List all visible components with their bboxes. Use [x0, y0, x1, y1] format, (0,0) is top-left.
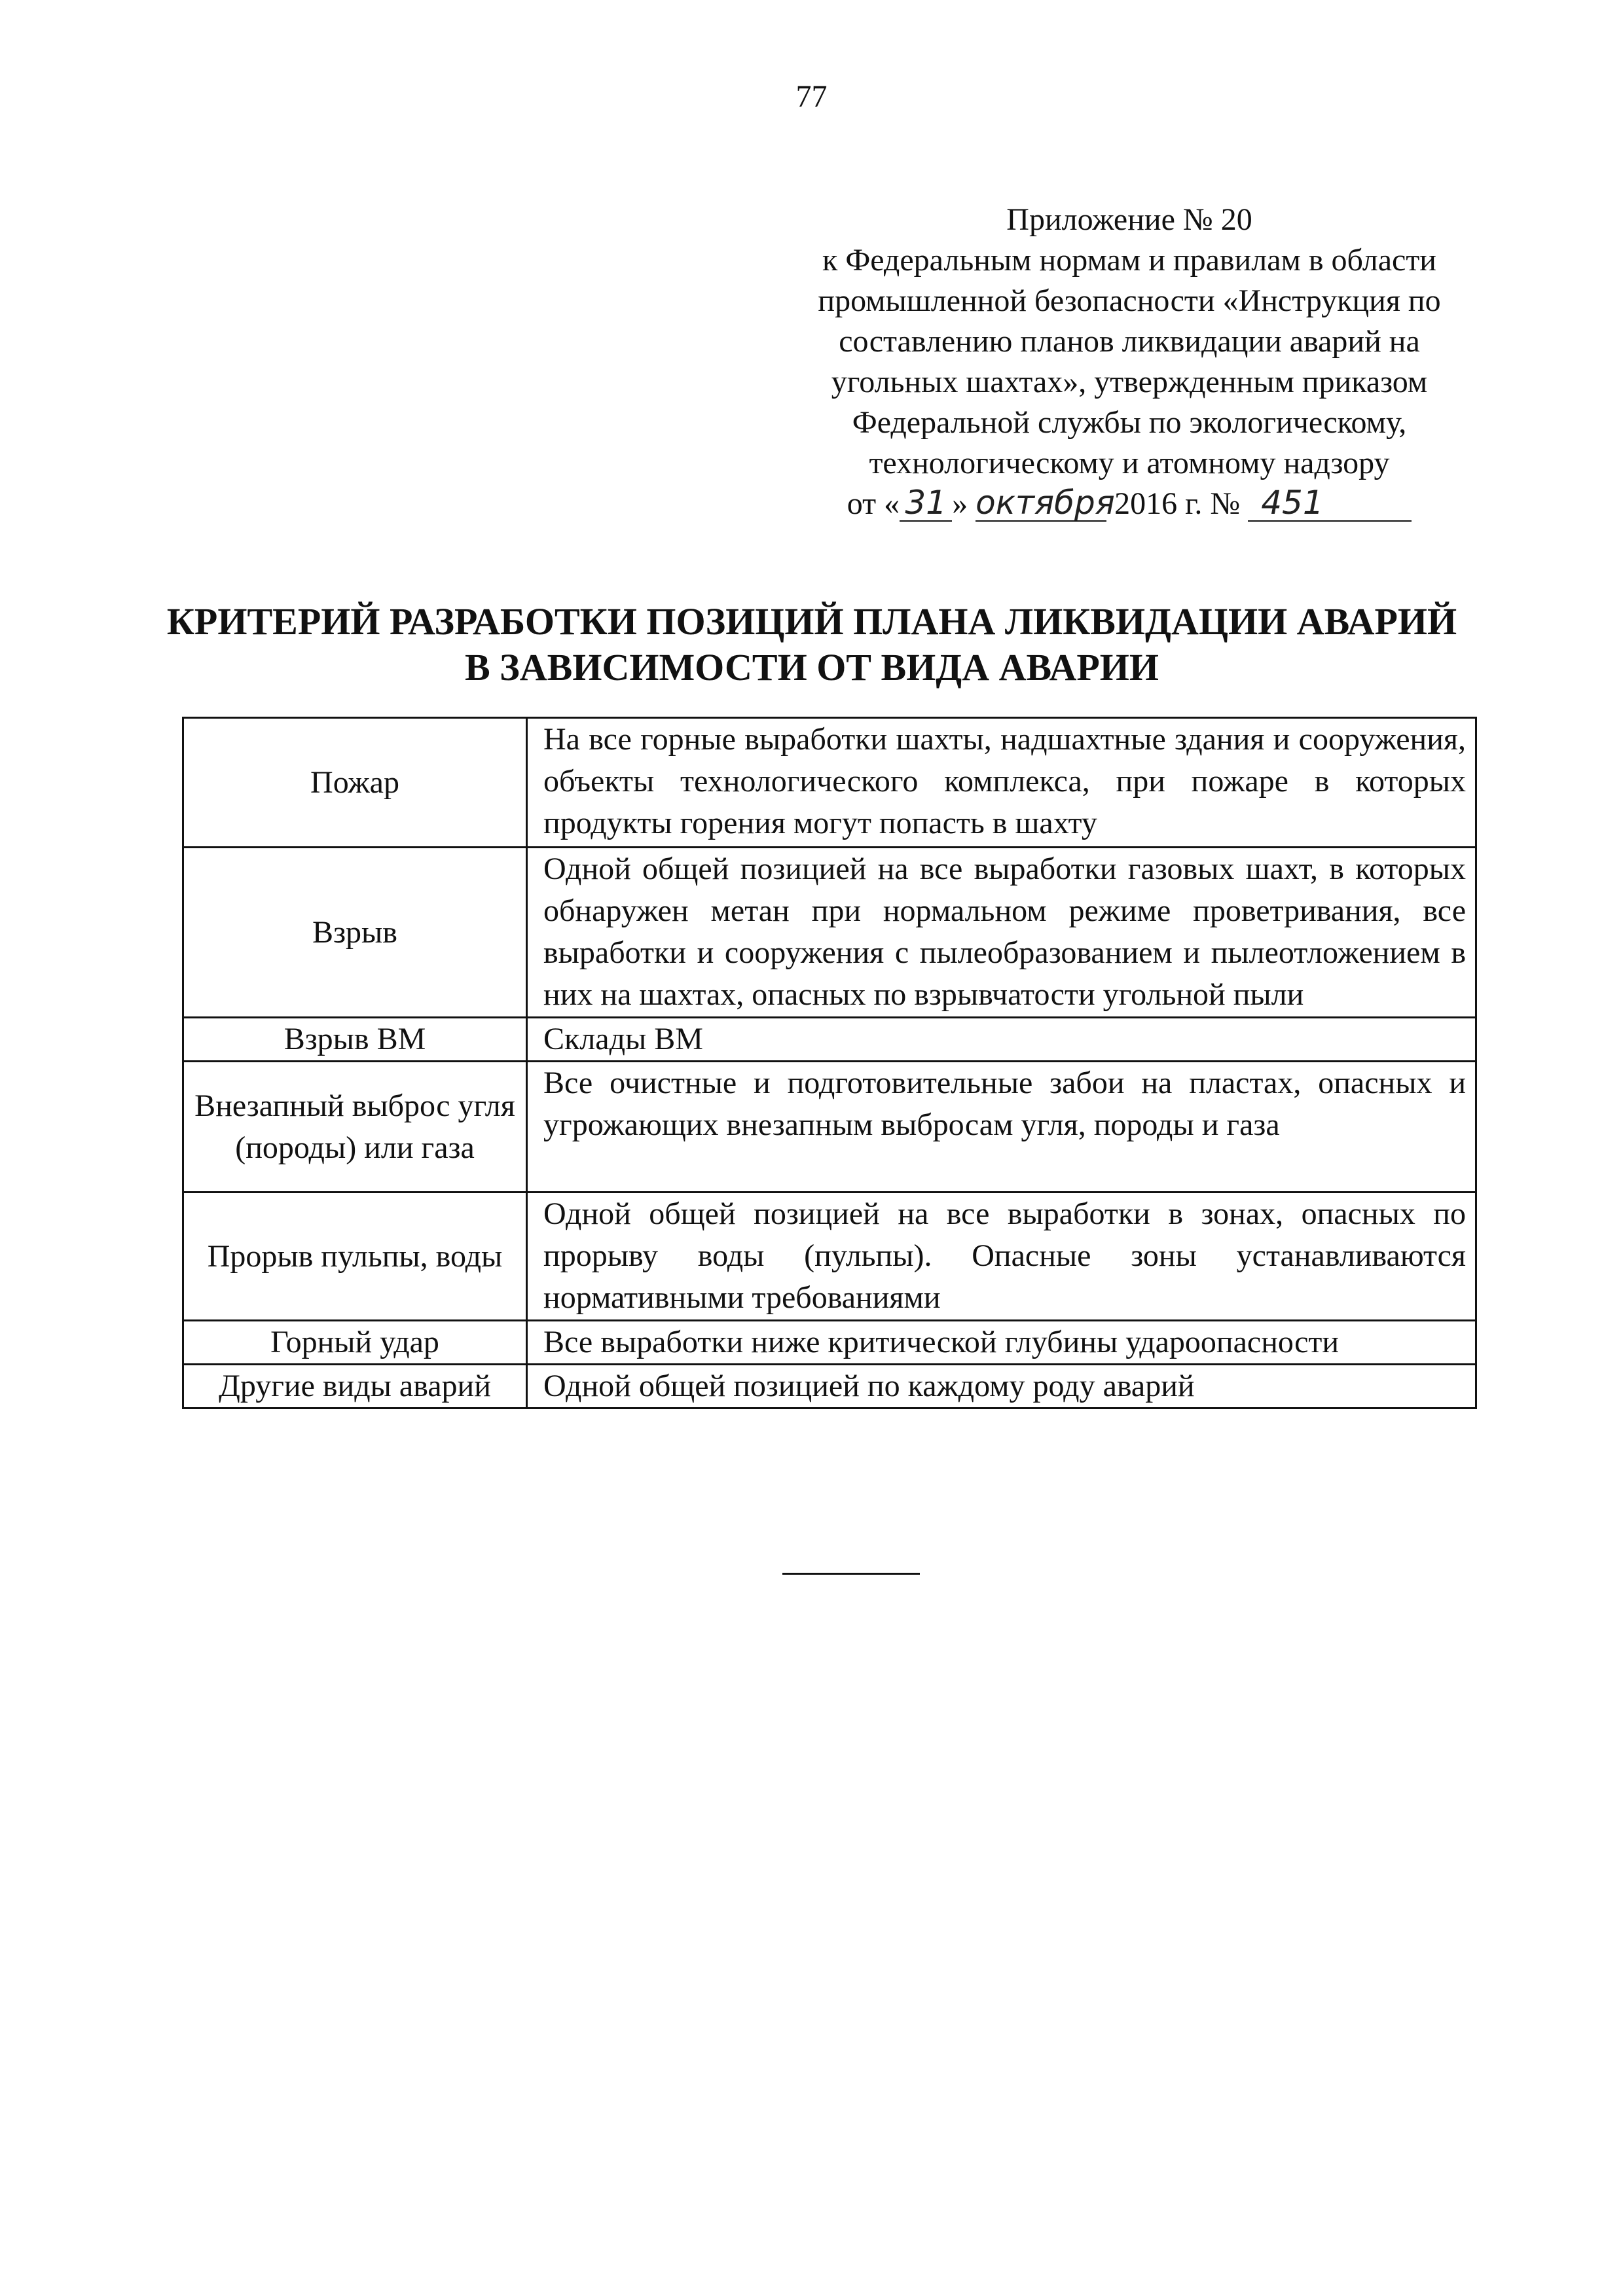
- order-month-handwritten: октября: [976, 484, 1115, 522]
- appendix-line: к Федеральным нормам и правилам в области: [822, 243, 1436, 278]
- end-of-document-rule: [782, 1573, 920, 1575]
- table-row: [183, 1062, 1476, 1193]
- table-row: [183, 1321, 1476, 1365]
- appendix-line: Приложение № 20: [1006, 202, 1252, 237]
- accident-type-cell: Взрыв: [183, 848, 527, 1018]
- order-day-handwritten: 31: [900, 485, 952, 522]
- accident-type-cell: Пожар: [183, 718, 527, 848]
- table-row: [183, 848, 1476, 1018]
- position-criterion-cell: Одной общей позицией на все выработки газовых шахт, в которых обнаружен метан при нормальном режиме проветривания, все выработки и сооружения с пылеобразованием и пылеотложением в них на шахтах, опасных по взрывчатости угольной пыли: [527, 848, 1476, 1018]
- appendix-line: технологическому и атомному надзору: [869, 446, 1390, 480]
- table-row: [183, 1018, 1476, 1062]
- appendix-line: угольных шахтах», утвержденным приказом: [831, 365, 1428, 399]
- table-row: [183, 718, 1476, 848]
- appendix-block: [779, 200, 1480, 524]
- position-criterion-cell: Все очистные и подготовительные забои на пластах, опасных и угрожающих внезапным выбросам угля, породы и газа: [527, 1062, 1476, 1193]
- title-line-1: КРИТЕРИЙ РАЗРАБОТКИ ПОЗИЦИЙ ПЛАНА ЛИКВИДАЦИИ АВАРИЙ: [166, 600, 1457, 643]
- title-line-2: В ЗАВИСИМОСТИ ОТ ВИДА АВАРИИ: [464, 646, 1159, 689]
- order-number-handwritten: 451: [1248, 485, 1412, 522]
- position-criterion-cell: Склады ВМ: [527, 1018, 1476, 1062]
- order-prefix: от «: [847, 486, 900, 521]
- appendix-line: промышленной безопасности «Инструкция по: [818, 283, 1441, 318]
- accident-type-cell: Другие виды аварий: [183, 1365, 527, 1408]
- position-criterion-cell: Одной общей позицией по каждому роду аварий: [527, 1365, 1476, 1408]
- page-number: 77: [795, 79, 828, 114]
- accident-type-cell: Прорыв пульпы, воды: [183, 1193, 527, 1321]
- position-criterion-cell: На все горные выработки шахты, надшахтные здания и сооружения, объекты технологического комплекса, при пожаре в которых продукты горения могут попасть в шахту: [527, 718, 1476, 848]
- position-criterion-cell: Одной общей позицией на все выработки в зонах, опасных по прорыву воды (пульпы). Опасные зоны устанавливаются нормативными требованиями: [527, 1193, 1476, 1321]
- order-quote-close: »: [952, 486, 968, 521]
- appendix-line: Федеральной службы по экологическому,: [852, 405, 1407, 440]
- table-row: [183, 1365, 1476, 1408]
- criteria-table: [182, 717, 1477, 1409]
- accident-type-cell: Внезапный выброс угля (породы) или газа: [183, 1062, 527, 1193]
- table-row: [183, 1193, 1476, 1321]
- order-line: [779, 484, 1480, 524]
- accident-type-cell: Горный удар: [183, 1321, 527, 1365]
- order-year: 2016 г. №: [1114, 486, 1241, 521]
- accident-type-cell: Взрыв ВМ: [183, 1018, 527, 1062]
- appendix-line: составлению планов ликвидации аварий на: [839, 324, 1420, 359]
- document-title: [131, 599, 1493, 691]
- position-criterion-cell: Все выработки ниже критической глубины удароопасности: [527, 1321, 1476, 1365]
